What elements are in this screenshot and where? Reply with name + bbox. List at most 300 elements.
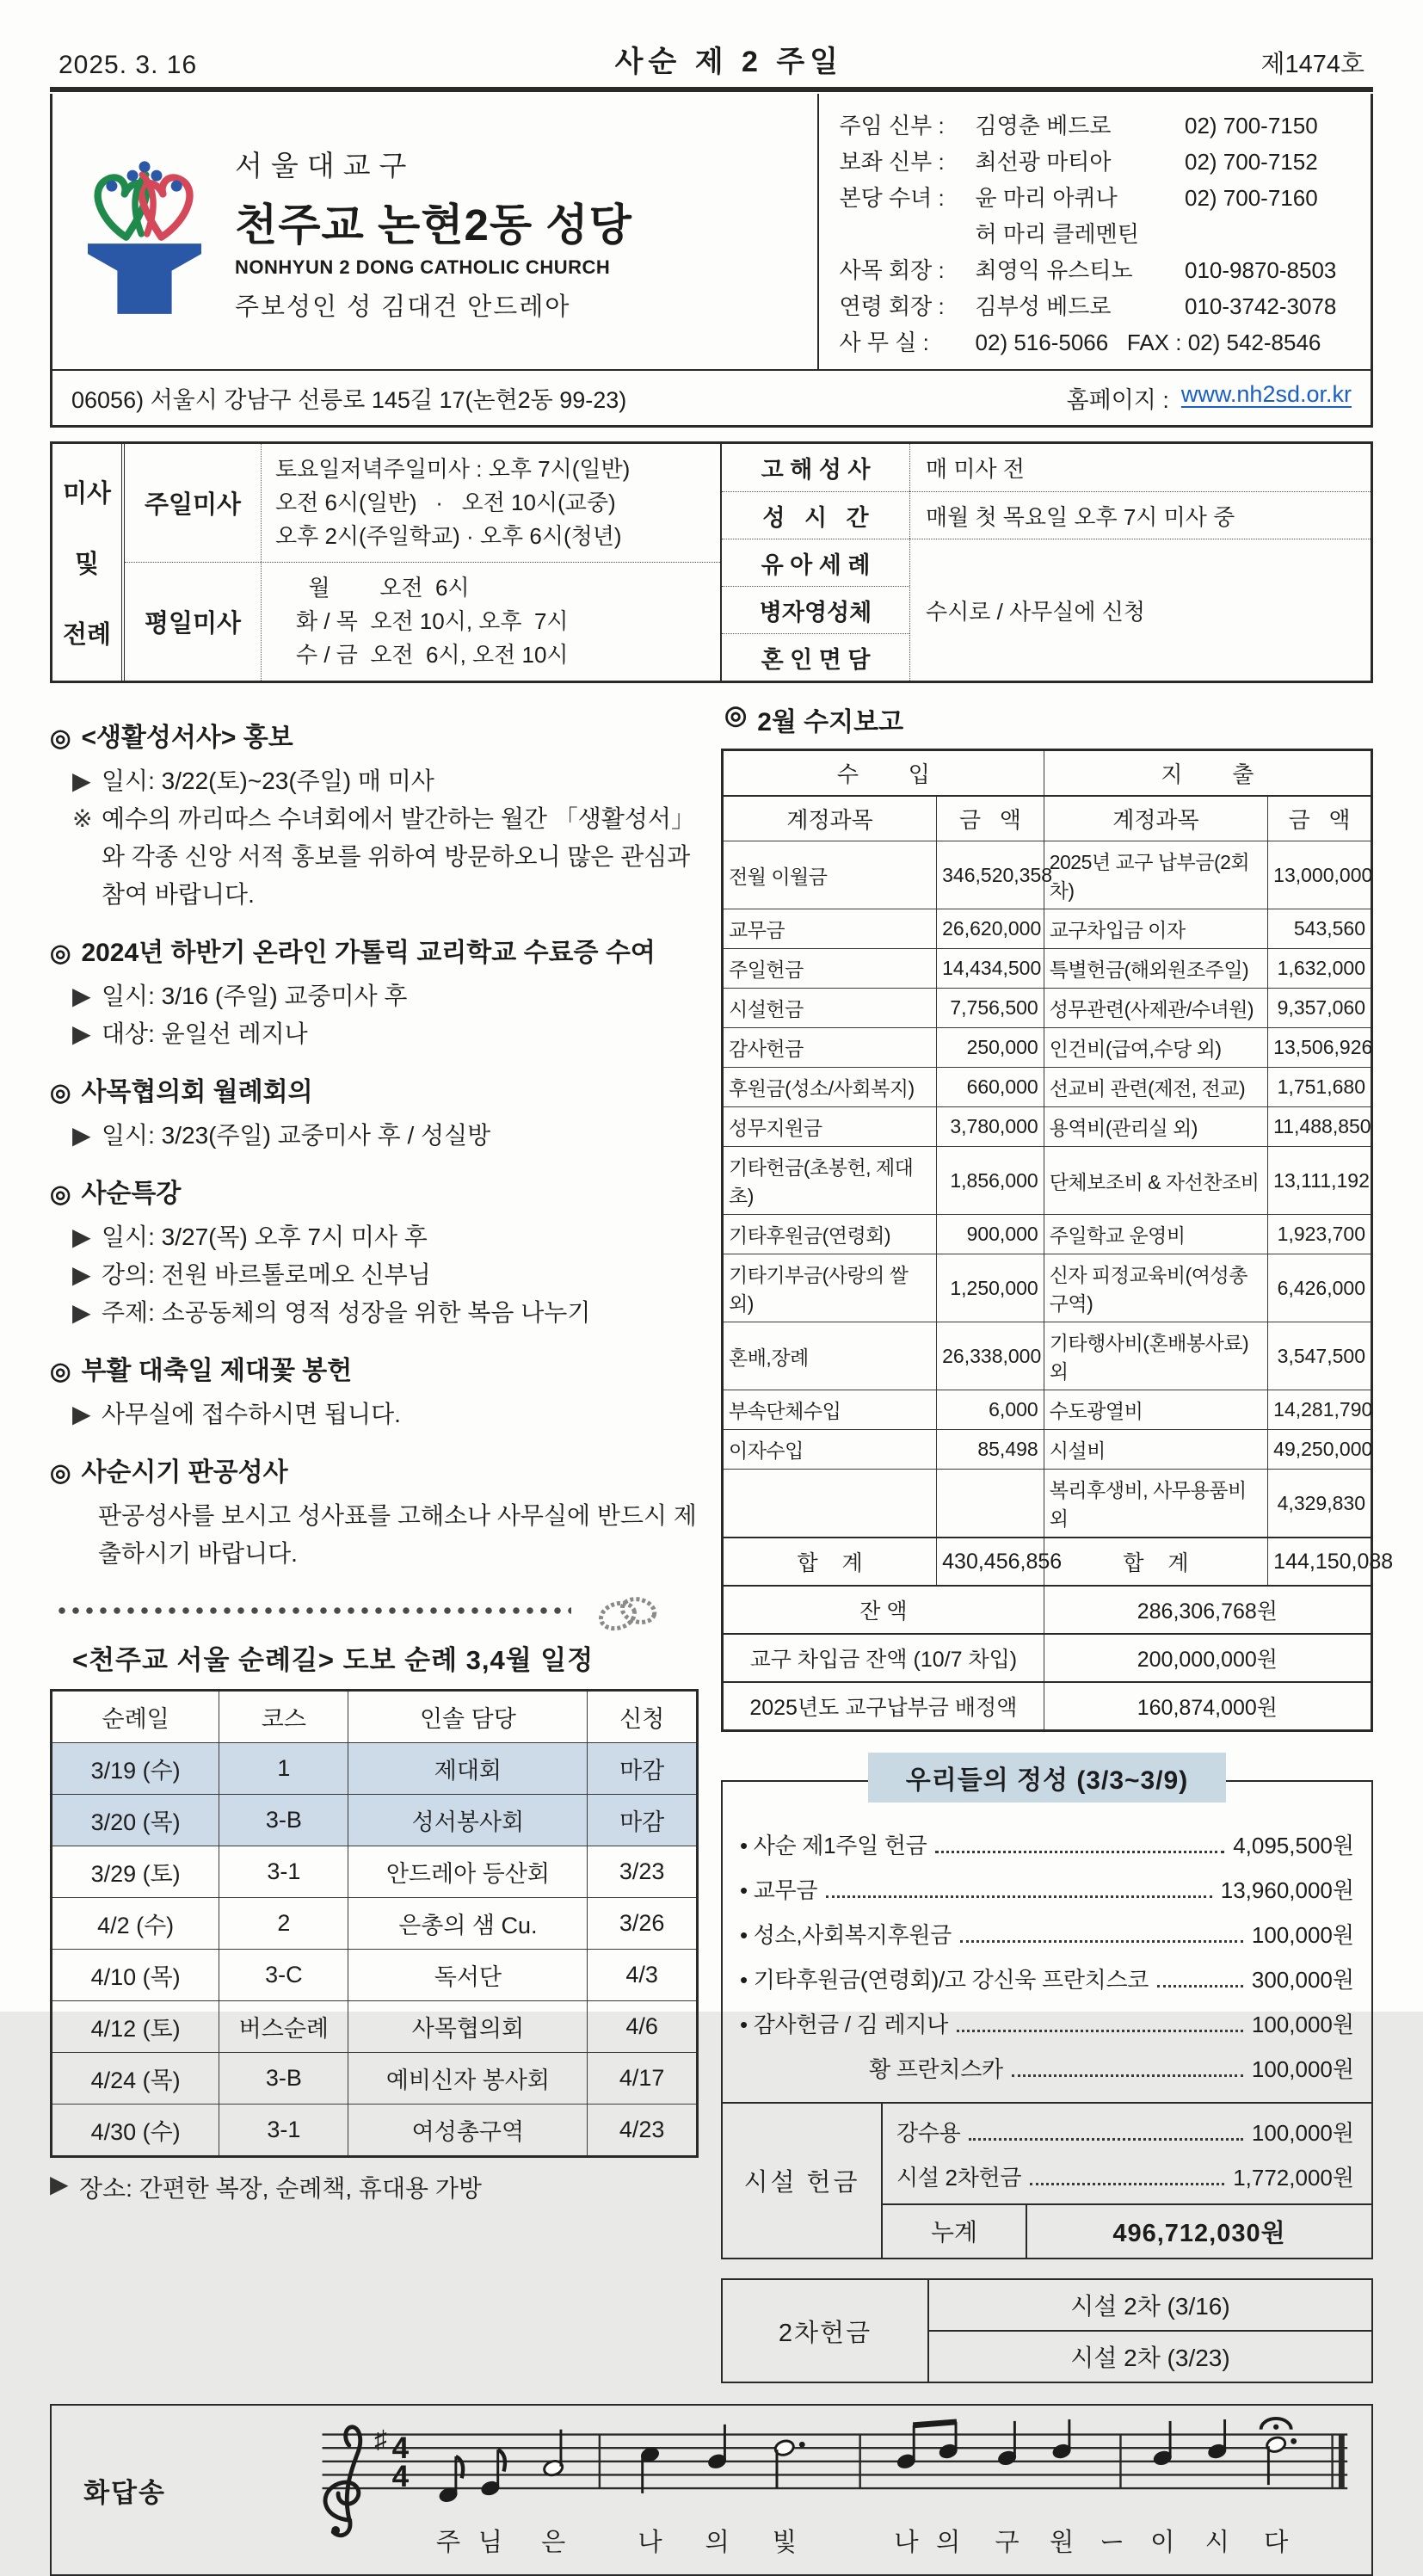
contact-row	[840, 324, 1353, 361]
donation-label: • 교무금	[740, 1877, 818, 1903]
income-account: 이자수입	[723, 1430, 937, 1470]
expense-amount: 6,426,000	[1268, 1254, 1372, 1322]
section-title	[50, 716, 699, 754]
table-row	[52, 1795, 698, 1846]
contact-name: 최선광 마티아	[975, 149, 1112, 175]
table-row	[52, 2105, 698, 2157]
table-row	[52, 1743, 698, 1795]
donation-label: • 사순 제1주일 헌금	[740, 1833, 927, 1858]
contact-label: 사 무 실 :	[839, 330, 936, 355]
cell-course: 3-B	[219, 2053, 348, 2105]
finance-row	[723, 1028, 1372, 1068]
expense-account: 시설비	[1044, 1430, 1267, 1470]
lyric-syllable: 빛	[772, 2528, 797, 2557]
income-account: 시설헌금	[723, 989, 937, 1028]
contact-name: 윤 마리 아퀴나	[975, 185, 1118, 211]
table-row	[52, 1898, 698, 1950]
donation-list	[723, 1818, 1371, 2102]
sacrament-label: 혼 인 면 담	[722, 633, 909, 681]
income-account: 주일헌금	[723, 949, 937, 989]
cell-guide: 사목협의회	[348, 2001, 588, 2053]
pilgrimage-header-row	[52, 1691, 698, 1743]
arrow-marker: ▶	[50, 2171, 69, 2197]
church-name-english: NONHYUN 2 DONG CATHOLIC CHURCH	[235, 256, 611, 278]
income-amount: 1,856,000	[937, 1147, 1044, 1215]
pilgrimage-title: <천주교 서울 순례길> 도보 순례 3,4월 일정	[72, 1645, 594, 1675]
sacrament-value: 매월 첫 목요일 오후 7시 미사 중	[909, 491, 1371, 539]
contact-label	[840, 216, 976, 252]
arrow-marker: ▶	[72, 983, 91, 1009]
expense-account: 2025년 교구 납부금(2회차)	[1044, 841, 1267, 909]
section-line-text: 예수의 까리따스 수녀회에서 발간하는 월간 「생활성서」 와 각종 신앙 서적 홍보를 위하여 방문하오니 많은 관심과 참여 바랍니다.	[102, 805, 695, 908]
lyric-syllable: 주	[435, 2528, 461, 2557]
finance-row	[723, 1470, 1372, 1538]
expense-amount: 13,000,000	[1268, 841, 1372, 909]
income-amount: 900,000	[937, 1215, 1044, 1254]
mass-side-word: 미사	[62, 479, 112, 508]
dots-line	[55, 1605, 571, 1616]
cell-apply: 마감	[588, 1795, 698, 1846]
arrow-marker: ▶	[72, 1020, 91, 1047]
contact-name: 02) 516-5066 FAX : 02) 542-8546	[975, 330, 1321, 355]
cell-apply: 마감	[588, 1743, 698, 1795]
section-line-text: 일시: 3/27(목) 오후 7시 미사 후	[102, 1223, 428, 1250]
section-title-text: 사순특강	[81, 1180, 182, 1208]
sunday-mass-label: 주일미사	[144, 491, 242, 519]
second-offering-box	[721, 2278, 1373, 2383]
income-amount: 346,520,358	[937, 841, 1044, 909]
pilgrimage-note	[50, 2170, 699, 2204]
mass-time-line: 월 오전 6시	[296, 575, 470, 601]
expense-account: 주일학교 운영비	[1044, 1215, 1267, 1254]
dotted-leader	[826, 1895, 1212, 1898]
income-amount: 3,780,000	[937, 1107, 1044, 1147]
second-offering-row: 시설 2차 (3/16)	[927, 2280, 1371, 2330]
contact-label: 본당 수녀 :	[839, 185, 951, 211]
lyric-extender: ー	[1100, 2528, 1125, 2557]
section-line	[50, 977, 699, 1015]
contact-list	[817, 94, 1371, 369]
income-amount	[937, 1470, 1044, 1538]
cell-apply: 3/26	[588, 1898, 698, 1950]
finance-title-text: 2월 수지보고	[757, 708, 904, 736]
lyric-syllable: 시	[1204, 2528, 1229, 2557]
weekday-mass-row	[125, 562, 720, 681]
finance-row	[723, 1390, 1372, 1430]
section-line-text: 대상: 윤일선 레지나	[102, 1020, 308, 1047]
key-sharp: ♯	[374, 2425, 387, 2455]
donation-label: 강수용	[896, 2120, 961, 2146]
col-amount: 금 액	[937, 796, 1044, 841]
church-info-main	[52, 94, 1371, 369]
income-amount: 250,000	[937, 1028, 1044, 1068]
finance-row	[723, 1430, 1372, 1470]
income-account: 감사헌금	[723, 1028, 937, 1068]
income-amount: 7,756,500	[937, 989, 1044, 1028]
cell-date: 3/29 (토)	[52, 1846, 219, 1898]
col-header-date: 순례일	[52, 1691, 219, 1743]
jeongseong-title-wrap	[721, 1753, 1373, 1803]
jeongseong-box	[721, 1780, 1373, 2259]
pilgrimage-note-text: 장소: 간편한 복장, 순례책, 휴대용 가방	[79, 2175, 482, 2202]
allocation-label: 2025년도 교구납부금 배정액	[723, 1682, 1044, 1731]
dotted-leader	[969, 2138, 1242, 2141]
donation-amount: 100,000원	[1251, 2056, 1354, 2082]
cell-date: 3/20 (목)	[52, 1795, 219, 1846]
diocese-name: 서울대교구	[235, 150, 416, 182]
loan-balance-label: 교구 차입금 잔액 (10/7 차입)	[723, 1634, 1044, 1682]
cumulative-amount: 496,712,030원	[1112, 2220, 1286, 2247]
contact-phone	[1185, 216, 1353, 252]
expense-account: 단체보조비 & 자선찬조비	[1044, 1147, 1267, 1215]
cell-guide: 예비신자 봉사회	[348, 2053, 588, 2105]
col-header-course: 코스	[219, 1691, 348, 1743]
donation-row	[740, 2047, 1354, 2092]
finance-row	[723, 1322, 1372, 1390]
lyric-syllable: 다	[1264, 2528, 1289, 2557]
contact-label: 주임 신부 :	[839, 113, 951, 139]
section-marker: ◎	[50, 724, 71, 751]
contact-name: 최영익 유스티노	[975, 257, 1133, 283]
balance-value: 286,306,768원	[1044, 1586, 1371, 1634]
expense-amount: 11,488,850	[1268, 1107, 1372, 1147]
section-title-text: 사목협의회 월례회의	[81, 1078, 313, 1106]
sacrament-value: 매 미사 전	[909, 444, 1371, 491]
col-account: 계정과목	[723, 796, 937, 841]
expense-amount: 49,250,000	[1268, 1430, 1372, 1470]
church-info-box	[50, 94, 1373, 428]
donation-amount: 13,960,000원	[1220, 1877, 1354, 1903]
donation-label: • 감사헌금 / 김 레지나	[740, 2012, 948, 2037]
cell-apply: 3/23	[588, 1846, 698, 1898]
time-sig-bottom: 4	[391, 2460, 410, 2494]
donation-label: • 기타후원금(연령회)/고 강신욱 프란치스코	[740, 1967, 1149, 1993]
expense-account: 신자 피정교육비(여성총구역)	[1044, 1254, 1267, 1322]
section-line-text: 강의: 전원 바르톨로메오 신부님	[102, 1261, 431, 1288]
note-marker: ※	[72, 805, 93, 832]
section-line-text: 일시: 3/23(주일) 교중미사 후 / 성실방	[102, 1122, 491, 1149]
finance-group-header	[723, 750, 1372, 797]
cell-apply: 4/6	[588, 2001, 698, 2053]
section-line	[50, 1218, 699, 1256]
rope-doodle-icon	[592, 1590, 664, 1638]
cell-course: 3-B	[219, 1795, 348, 1846]
cell-guide: 성서봉사회	[348, 1795, 588, 1846]
mass-schedule-table	[50, 441, 1373, 683]
arrow-marker: ▶	[72, 1223, 91, 1250]
section-line	[50, 800, 699, 914]
table-row	[52, 1950, 698, 2001]
sacrament-label: 성 시 간	[722, 491, 909, 539]
weekday-mass-times	[261, 563, 720, 681]
lyric-syllable: 구	[995, 2528, 1020, 2557]
finance-col-header	[723, 796, 1372, 841]
contact-phone: 010-3742-3078	[1184, 293, 1337, 319]
sunday-mass-times	[261, 444, 720, 562]
table-row	[52, 2053, 698, 2105]
sacraments-block	[720, 444, 1371, 681]
section-line	[50, 1256, 699, 1294]
finance-row	[723, 949, 1372, 989]
lyric-syllable: 의	[705, 2528, 730, 2557]
contact-row	[840, 216, 1353, 252]
expense-amount: 3,547,500	[1268, 1322, 1372, 1390]
contact-row	[840, 288, 1353, 324]
cumulative-label: 누계	[883, 2205, 1027, 2258]
contact-phone: 010-9870-8503	[1184, 257, 1337, 283]
income-amount: 660,000	[937, 1068, 1044, 1107]
contact-label: 보좌 신부 :	[839, 149, 951, 175]
table-row	[52, 2001, 698, 2053]
expense-total: 144,150,088	[1268, 1538, 1372, 1586]
cell-date: 4/30 (수)	[52, 2105, 219, 2157]
music-staff	[189, 2418, 1363, 2562]
sacrament-label: 유 아 세 례	[722, 539, 909, 586]
address-bar	[52, 369, 1371, 425]
section-line	[50, 1117, 699, 1155]
section-line-text: 일시: 3/16 (주일) 교중미사 후	[102, 983, 408, 1009]
section-line-text: 일시: 3/22(토)~23(주일) 매 미사	[102, 767, 434, 794]
expense-total-label: 합 계	[1044, 1538, 1267, 1586]
weekday-mass-label: 평일미사	[144, 610, 242, 638]
finance-row	[723, 909, 1372, 949]
dotted-leader	[935, 1851, 1224, 1853]
cell-date: 4/10 (목)	[52, 1950, 219, 2001]
sacrament-label: 병자영성체	[722, 586, 909, 633]
lyric-syllable: 나	[638, 2528, 662, 2557]
finance-row	[723, 989, 1372, 1028]
col-header-apply: 신청	[588, 1691, 698, 1743]
finance-title	[724, 700, 1373, 738]
section-line	[50, 1294, 699, 1332]
income-total: 430,456,856	[937, 1538, 1044, 1586]
cell-course: 3-1	[219, 1846, 348, 1898]
expense-header: 지 출	[1044, 750, 1371, 797]
facility-total-row	[883, 2203, 1371, 2258]
expense-amount: 4,329,830	[1268, 1470, 1372, 1538]
income-account: 후원금(성소/사회복지)	[723, 1068, 937, 1107]
income-account: 부속단체수입	[723, 1390, 937, 1430]
mass-side-word: 전례	[62, 621, 112, 650]
income-account	[723, 1470, 937, 1538]
mass-time-line: 화 / 목 오전 10시, 오후 7시	[296, 608, 569, 634]
left-column	[50, 699, 699, 2383]
expense-amount: 9,357,060	[1268, 989, 1372, 1028]
income-account: 기타헌금(초봉헌, 제대초)	[723, 1147, 937, 1215]
mass-time-line: 토요일저녁주일미사 : 오후 7시(일반)	[275, 456, 631, 482]
finance-row	[723, 1068, 1372, 1107]
income-account: 기타기부금(사랑의 쌀 외)	[723, 1254, 937, 1322]
contact-row	[840, 108, 1353, 144]
cell-guide: 독서단	[348, 1950, 588, 2001]
expense-amount: 1,923,700	[1268, 1215, 1372, 1254]
col-account: 계정과목	[1044, 796, 1267, 841]
contact-name: 김부성 베드로	[975, 293, 1112, 319]
contact-name: 김영춘 베드로	[975, 113, 1112, 139]
finance-row	[723, 1254, 1372, 1322]
lyrics	[436, 2528, 1289, 2556]
right-column	[721, 699, 1394, 2383]
section-marker: ◎	[50, 1358, 71, 1384]
expense-account: 수도광열비	[1044, 1390, 1267, 1430]
mass-side-label	[52, 444, 125, 681]
contact-row	[840, 180, 1353, 216]
dotted-leader	[960, 1940, 1243, 1943]
lyric-syllable: 이	[1150, 2528, 1175, 2557]
income-account: 교무금	[723, 909, 937, 949]
second-offering-label: 2차헌금	[778, 2319, 872, 2347]
staff-lines	[323, 2435, 1348, 2489]
section-line	[50, 1015, 699, 1053]
finance-footer-row	[723, 1586, 1372, 1634]
donation-amount: 100,000원	[1251, 2120, 1354, 2146]
mass-time-line: 오후 2시(주일학교) · 오후 6시(청년)	[275, 523, 622, 549]
section-marker: ◎	[50, 1459, 71, 1486]
donation-row	[740, 1868, 1354, 1913]
sacrament-merged-value: 수시로 / 사무실에 신청	[909, 539, 1371, 681]
mass-time-line: 오전 6시(일반) · 오전 10시(교중)	[275, 490, 616, 515]
income-total-label: 합 계	[723, 1538, 937, 1586]
expense-amount: 1,751,680	[1268, 1068, 1372, 1107]
donation-amount: 4,095,500원	[1233, 1833, 1354, 1858]
section-line	[50, 1396, 699, 1433]
expense-amount: 13,506,926	[1268, 1028, 1372, 1068]
section-title-text: <생활성서사> 홍보	[81, 724, 293, 752]
section-title-text: 사순시기 판공성사	[81, 1458, 288, 1487]
donation-amount: 300,000원	[1251, 1967, 1354, 1993]
church-identity	[52, 94, 817, 369]
dotted-leader	[1030, 2183, 1224, 2185]
cell-apply: 4/23	[588, 2105, 698, 2157]
church-logo	[77, 148, 213, 318]
expense-account: 특별헌금(해외원조주일)	[1044, 949, 1267, 989]
section-marker: ◎	[50, 1180, 71, 1207]
facility-label: 시설 헌금	[723, 2104, 883, 2258]
donation-row	[740, 2002, 1354, 2047]
expense-amount: 1,632,000	[1268, 949, 1372, 989]
section-line-text: 사무실에 접수하시면 됩니다.	[102, 1401, 401, 1427]
jeongseong-title: 우리들의 정성 (3/3~3/9)	[868, 1753, 1226, 1803]
donation-row	[896, 2155, 1354, 2200]
section-title	[50, 931, 699, 969]
section-title-text: 부활 대축일 제대꽃 봉헌	[81, 1357, 353, 1385]
donation-label: 황 프란치스카	[869, 2056, 1003, 2082]
contact-phone: 02) 700-7160	[1184, 185, 1318, 211]
expense-account: 교구차입금 이자	[1044, 909, 1267, 949]
donation-label: 시설 2차헌금	[896, 2165, 1022, 2191]
second-offering-row: 시설 2차 (3/23)	[927, 2330, 1371, 2382]
cell-course: 버스순례	[219, 2001, 348, 2053]
income-amount: 85,498	[937, 1430, 1044, 1470]
contact-row	[840, 252, 1353, 288]
responsorial-box	[50, 2404, 1373, 2576]
cell-date: 3/19 (수)	[52, 1743, 219, 1795]
lyric-syllable: 님	[477, 2528, 503, 2557]
cell-apply: 4/3	[588, 1950, 698, 2001]
finance-footer-row	[723, 1634, 1372, 1682]
contact-name: 허 마리 클레멘틴	[975, 221, 1139, 247]
cell-course: 3-1	[219, 2105, 348, 2157]
col-amount: 금 액	[1268, 796, 1372, 841]
lyric-syllable: 원	[1049, 2528, 1075, 2557]
cell-guide: 안드레아 등산회	[348, 1846, 588, 1898]
income-amount: 6,000	[937, 1390, 1044, 1430]
income-amount: 1,250,000	[937, 1254, 1044, 1322]
expense-account: 기타행사비(혼배봉사료) 외	[1044, 1322, 1267, 1390]
section-marker: ◎	[50, 1079, 71, 1106]
income-amount: 26,620,000	[937, 909, 1044, 949]
expense-account: 용역비(관리실 외)	[1044, 1107, 1267, 1147]
finance-footer-row	[723, 1682, 1372, 1731]
facility-items	[883, 2104, 1371, 2203]
donation-row	[740, 1957, 1354, 2002]
cell-date: 4/12 (토)	[52, 2001, 219, 2053]
arrow-marker: ▶	[72, 1401, 91, 1427]
income-header: 수 입	[723, 750, 1044, 797]
donation-row	[896, 2111, 1354, 2155]
cell-course: 3-C	[219, 1950, 348, 2001]
cell-course: 1	[219, 1743, 348, 1795]
cell-guide: 제대회	[348, 1743, 588, 1795]
section-marker: ◎	[724, 701, 748, 730]
arrow-marker: ▶	[72, 1261, 91, 1288]
expense-account: 성무관련(사제관/수녀원)	[1044, 989, 1267, 1028]
arrow-marker: ▶	[72, 1299, 91, 1326]
donation-amount: 100,000원	[1251, 1922, 1354, 1948]
dotted-leader	[957, 2030, 1243, 2032]
cell-date: 4/24 (목)	[52, 2053, 219, 2105]
section-title	[50, 1070, 699, 1108]
pilgrimage-table	[50, 1689, 699, 2158]
finance-row	[723, 1215, 1372, 1254]
contact-label: 연령 회장 :	[839, 293, 951, 319]
homepage-label: 홈페이지 :	[1066, 387, 1169, 413]
income-amount: 26,338,000	[937, 1322, 1044, 1390]
expense-amount: 543,560	[1268, 909, 1372, 949]
contact-label: 사목 회장 :	[839, 257, 951, 283]
donation-amount: 100,000원	[1251, 2012, 1354, 2037]
cell-apply: 4/17	[588, 2053, 698, 2105]
mass-time-line: 수 / 금 오전 6시, 오전 10시	[296, 642, 569, 668]
contact-row	[840, 144, 1353, 180]
dotted-divider	[50, 1595, 699, 1630]
allocation-value: 160,874,000원	[1044, 1682, 1371, 1731]
treble-clef-icon	[325, 2427, 360, 2536]
finance-row	[723, 1147, 1372, 1215]
finance-row	[723, 1107, 1372, 1147]
section-line	[50, 762, 699, 800]
section-title	[50, 1451, 699, 1488]
church-address: 06056) 서울시 강남구 선릉로 145길 17(논현2동 99-23)	[71, 387, 627, 413]
homepage-link[interactable]: www.nh2sd.or.kr	[1180, 381, 1352, 407]
donation-label: • 성소,사회복지후원금	[740, 1922, 952, 1948]
section-marker: ◎	[50, 940, 71, 966]
donation-row	[740, 1823, 1354, 1868]
expense-account: 복리후생비, 사무용품비 외	[1044, 1470, 1267, 1538]
cell-date: 4/2 (수)	[52, 1898, 219, 1950]
income-account: 혼배,장례	[723, 1322, 937, 1390]
mass-side-word: 및	[74, 550, 99, 578]
dotted-leader	[1012, 2074, 1243, 2077]
donation-row	[740, 1913, 1354, 1957]
section-line-text: 주제: 소공동체의 영적 성장을 위한 복음 나누기	[102, 1299, 591, 1326]
cell-course: 2	[219, 1898, 348, 1950]
lyric-syllable: 의	[936, 2528, 961, 2557]
time-sig-top: 4	[391, 2431, 410, 2465]
church-name: 천주교 논현2동 성당	[235, 200, 632, 250]
section-title-text: 2024년 하반기 온라인 가톨릭 교리학교 수료증 수여	[81, 939, 656, 967]
balance-label: 잔 액	[723, 1586, 1044, 1634]
